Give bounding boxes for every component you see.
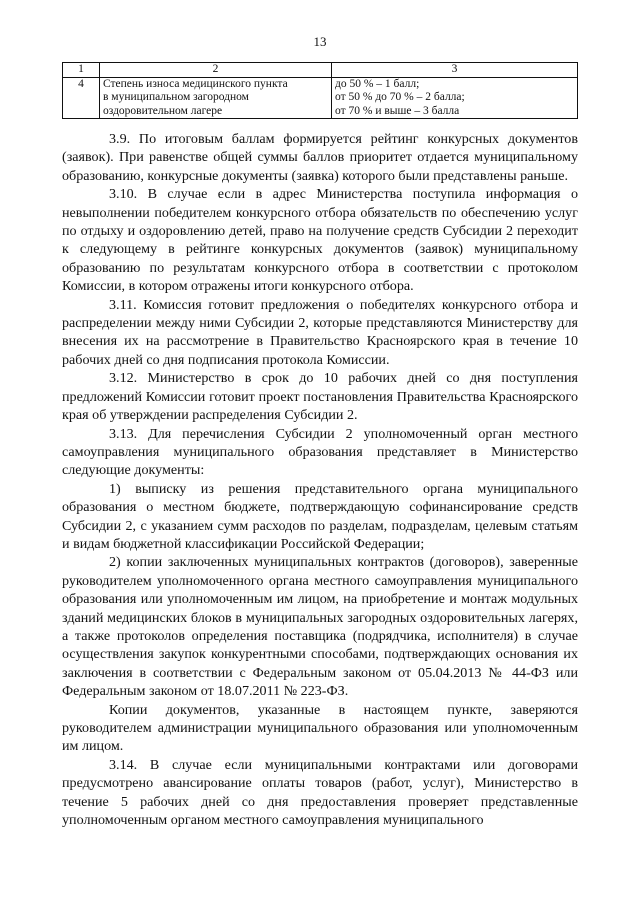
paragraph-3-12: 3.12. Министерство в срок до 10 рабочих дней со дня поступления предложений Комиссии готовит проект постановления Правительства Красноярского края об утверждении распределения Субсидии 2. [62,370,578,424]
criteria-table [62,62,578,119]
page-number: 13 [313,34,327,49]
criterion-line: оздоровительном лагере [103,104,223,117]
body-text [62,130,578,829]
paragraph-3-13: 3.13. Для перечисления Субсидии 2 уполномоченный орган местного самоуправления муниципального образования представляет в Министерство следующие документы: [62,425,578,479]
table-header-cell: 1 [63,63,100,78]
row-number-cell: 4 [63,77,100,119]
criterion-line: в муниципальном загородном [103,91,249,103]
score-line: от 50 % до 70 % – 2 балла; [335,91,465,103]
paragraph-3-14: 3.14. В случае если муниципальными контрактами или договорами предусмотрено авансирование оплаты товаров (работ, услуг), Министерство в течение 5 рабочих дней со дня предоставления проверяет представленные уполномоченным органом местного самоуправления муниципального [62,756,578,829]
list-item-2: 2) копии заключенных муниципальных контрактов (договоров), заверенные руководителем уполномоченного органа местного самоуправления муниципального образования или уполномоченным им лицом, на приобретение и монтаж модульных зданий медицинских блоков в муниципальных загородных оздоровительных лагерях, а также протоколов определения поставщика (подрядчика, исполнителя) в случае осуществления закупок конкурентными способами, подтверждающих основания их заключения в соответствии с Федеральным законом от 05.04.2013 № 44-ФЗ или Федеральным законом от 18.07.2011 № 223-ФЗ. [62,554,578,700]
table-header-cell: 2 [100,63,332,78]
criterion-line: Степень износа медицинского пункта [103,77,288,90]
criterion-cell [100,77,332,119]
paragraph-3-11: 3.11. Комиссия готовит предложения о победителях конкурсного отбора и распределении между ними Субсидии 2, которые представляются Министерству для внесения их на рассмотрение в Правительство Красноярского края в течение 10 рабочих дней со дня подписания протокола Комиссии. [62,296,578,368]
list-item-1: 1) выписку из решения представительного органа муниципального образования о местном бюджете, подтверждающую софинансирование средств Субсидии 2, с указанием сумм расходов по разделам, подразделам, целевым статьям и видам бюджетной классификации Российской Федерации; [62,480,578,552]
table-row [63,77,578,119]
score-line: от 70 % и выше – 3 балла [335,104,460,117]
table-header-cell: 3 [332,63,578,78]
paragraph-3-9: 3.9. По итоговым баллам формируется рейтинг конкурсных документов (заявок). При равенстве общей суммы баллов приоритет отдается муниципальному образованию, конкурсные документы (заявка) которого были представлены раньше. [62,131,578,184]
paragraph-copies: Копии документов, указанные в настоящем пункте, заверяются руководителем администрации муниципального образования или уполномоченным им лицом. [62,701,578,755]
paragraph-3-10: 3.10. В случае если в адрес Министерства поступила информация о невыполнении победителем конкурсного отбора обязательств по обеспечению услуг по отдыху и оздоровлению детей, право на получение средств Субсидии 2 переходит к следующему в рейтинге конкурсных документов (заявок) муниципальному образованию по результатам конкурсного отбора в соответствии с протоколом Комиссии, в котором отражены итоги конкурсного отбора. [62,186,578,295]
score-line: до 50 % – 1 балл; [335,77,420,90]
score-cell [332,77,578,119]
table-header-row [63,63,578,78]
